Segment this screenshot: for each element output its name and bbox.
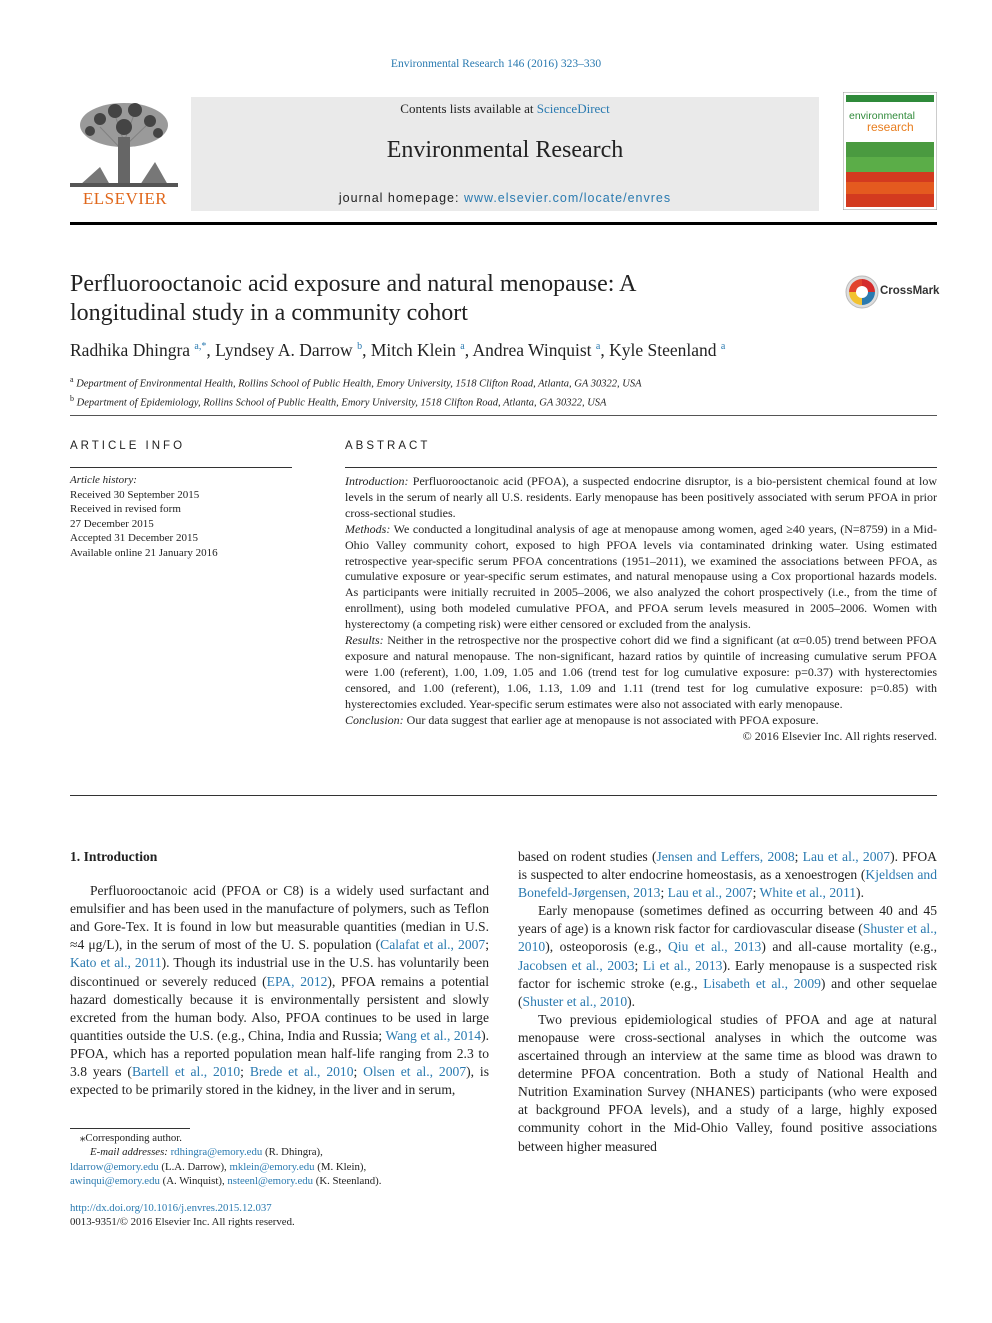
elsevier-logo[interactable] [70,97,180,212]
body-text: ). Early menopause is a suspected risk factor for ischemic stroke (e.g., [518,957,937,991]
intro-paragraph-1-continued [518,848,937,902]
citation-link[interactable]: Kjeldsen and Bonefeld-Jørgensen, 2013 [518,867,937,901]
intro-paragraph-1 [70,882,489,1099]
body-text: ), is expected to be primarily stored in the kidney, in the liver and in serum, [70,1064,489,1098]
author[interactable]: Mitch Klein $^a$ [370,340,465,360]
email-line: awinqui@emory.edu (A. Winquist), nsteenl@emory.edu (K. Steenland). [70,1175,382,1188]
body-text: ; [240,1064,250,1080]
citation-link[interactable]: Bartell et al., 2010 [131,1064,241,1080]
cover-title-line2: research [867,120,914,134]
citation-link[interactable]: White et al., 2011 [759,885,857,901]
corresponding-note: ⁎Corresponding author. [80,1132,182,1144]
email-link[interactable]: rdhingra@emory.edu [170,1146,263,1159]
history-line: 27 December 2015 [70,517,154,530]
crossmark-label: CrossMark [880,285,940,297]
header-rule [70,222,937,225]
abstract-methods: Methods: We conducted a longitudinal analysis of age at menopause among women, aged ≥40 years, (N=8759) in a Mid-Ohio Valley community cohort, exposed to high PFOA levels via contaminated drinking water. Using estimated retrospective year-specific serum PFOA concentrations (1951–2011), we examined the associations between PFOA, as cumulative exposure or year-specific serum estimates, and natural menopause using a Cox proportional hazards models. As participants were initially recruited in 2005–2006, we also analyzed the cohort prospectively (i.e., from the time of enrollment), using both modeled cumulative PFOA, and PFOA serum levels measured in 2005–2006. Women with hysterectomy (a competing risk) were either censored or excluded from the analysis. [345,521,937,632]
citation-link[interactable]: Shuster et al., 2010 [518,921,937,955]
journal-cover[interactable] [843,92,937,210]
history-label: Article history: [70,474,137,486]
issn-line: 0013-9351/© 2016 Elsevier Inc. All rights reserved. [70,1216,295,1229]
email-link[interactable]: nsteenl@emory.edu [227,1175,314,1188]
crossmark-badge[interactable] [845,275,945,309]
citation-link[interactable]: Kato et al., 2011 [70,955,162,971]
email-line: E-mail addresses: rdhingra@emory.edu (R. Dhingra), [90,1146,323,1159]
crossmark-icon [845,275,879,309]
abstract-body [345,474,937,744]
body-text: ), PFOA remains a potential hazard domestically because it is environmentally persistent and slowly excreted from the human body. Also, PFOA continues to be used in large quantities outside the U.S. (e.g., China, India and Russia; [70,973,489,1043]
body-text: ). PFOA is suspected to alter endocrine homeostasis, as a xenoestrogen ( [518,849,938,883]
citation-link[interactable]: Lisabeth et al., 2009 [703,975,821,991]
contents-prefix: Contents lists available at [400,101,537,116]
citation-link[interactable]: Olsen et al., 2007 [363,1064,467,1080]
citation-link[interactable]: Shuster et al., 2010 [522,993,628,1009]
cover-title-line1: environmental [849,110,915,122]
abstract-results: Results: Neither in the retrospective nor the prospective cohort did we find a significant (at α=0.05) trend between PFOA exposure and natural menopause. The non-significant, hazard ratios by quintile of increasing cumulative serum PFOA were 1.00 (referent), 1.00, 1.09, 1.05 and 1.06 (trend test for log cumulative exposure: p=0.37) with hysterectomies censored, and 1.00 (referent), 1.06, 1.13, 1.09 and 1.11 (trend test for log cumulative exposure: p=0.85) with hysterectomies excluded. Year-specific serum estimates were also not associated with early menopause. [345,633,937,711]
abstract-introduction: Introduction: Perfluorooctanoic acid (PFOA), a suspected endocrine disruptor, is a bio-persistent chemical found at low levels in the serum of nearly all U.S. residents. Early menopause has been positively associated with serum PFOA in prior cross-sectional studies. [345,474,937,520]
elsevier-wordmark: ELSEVIER [82,189,168,208]
journal-masthead [191,97,819,211]
body-text: ) and other sequelae ( [518,975,937,1009]
body-text: based on rodent studies ( [518,849,657,864]
divider [70,467,292,468]
body-text: ), osteoporosis (e.g., [545,939,668,955]
intro-paragraph-3: Two previous epidemiological studies of PFOA and age at natural menopause were cross-sectional analyses in which the outcome was ascertained through an interview at the same time as blood was drawn to determine PFOA concentration. Both a study of National Health and Nutrition Examination Survey (NHANES) participants (who were exposed at background PFOA levels), and a study of a large, highly exposed community cohort in the Mid-Ohio Valley, found positive associations between higher measured [518,1011,937,1154]
citation-link[interactable]: Lau et al., 2007 [802,849,891,864]
email-link[interactable]: awinqui@emory.edu [70,1175,160,1188]
history-line: Received in revised form [70,503,181,515]
divider [70,795,937,796]
body-text: ). [856,885,864,901]
contents-line [191,101,819,117]
citation-link[interactable]: Li et al., 2013 [642,957,723,973]
history-line: Received 30 September 2015 [70,488,200,501]
homepage-prefix: journal homepage: [338,191,464,205]
title-line-2: longitudinal study in a community cohort [70,300,468,326]
copyright-line: © 2016 Elsevier Inc. All rights reserved. [742,728,937,743]
author[interactable]: Andrea Winquist $^a$ [472,340,601,360]
article-history [70,473,300,560]
citation-link[interactable]: Lau et al., 2007 [667,885,753,901]
body-text: ; [660,885,668,901]
body-text: ; [634,957,643,973]
body-column-right [518,848,937,1156]
article-info-heading: ARTICLE INFO [70,440,186,452]
author[interactable]: Kyle Steenland $^a$ [609,340,726,360]
author[interactable]: Radhika Dhingra $^{a,*}$ [70,340,207,360]
email-link[interactable]: mklein@emory.edu [229,1160,315,1173]
affiliations [70,373,930,410]
running-head[interactable]: Environmental Research 146 (2016) 323–330 [390,58,602,70]
citation-link[interactable]: EPA, 2012 [266,973,328,989]
author[interactable]: Lyndsey A. Darrow $^b$ [215,340,363,360]
email-link[interactable]: ldarrow@emory.edu [70,1160,159,1173]
history-line: Accepted 31 December 2015 [70,532,198,544]
citation-link[interactable]: Brede et al., 2010 [249,1064,354,1080]
citation-link[interactable]: Calafat et al., 2007 [380,937,486,953]
body-text: ; [752,885,760,901]
journal-cover-image [843,92,937,210]
citation-link[interactable]: Jensen and Leffers, 2008 [656,849,795,864]
history-line: Available online 21 January 2016 [70,546,218,559]
email-line: ldarrow@emory.edu (L.A. Darrow), mklein@emory.edu (M. Klein), [70,1160,367,1173]
body-text: ; [353,1064,364,1080]
citation-link[interactable]: Qiu et al., 2013 [667,939,762,955]
body-text: ; [794,849,803,864]
footnote-rule [70,1128,190,1129]
footnotes [70,1131,490,1189]
body-text: ). [627,993,636,1009]
doi-link[interactable]: http://dx.doi.org/10.1016/j.envres.2015.12.037 [70,1202,272,1214]
body-text: Early menopause (sometimes defined as occurring between 40 and 45 years of age) is a known risk factor for cardiovascular disease ( [518,903,937,937]
sciencedirect-link[interactable]: ScienceDirect [536,101,610,116]
abstract-heading: ABSTRACT [345,440,431,452]
article-title [70,270,770,328]
divider [70,415,937,416]
journal-name: Environmental Research [386,137,624,163]
affiliation: $^b$ Department of Epidemiology, Rollins School of Public Health, Emory University, 1518 Clifton Road, Atlanta, GA 30322, USA [70,393,607,408]
abstract-conclusion: Conclusion: Our data suggest that earlier age at menopause is not associated with PFOA exposure. [345,712,819,727]
elsevier-tree-icon [70,97,178,187]
section-heading: 1. Introduction [70,849,158,864]
affiliation: $^a$ Department of Environmental Health, Rollins School of Public Health, Emory University, 1518 Clifton Road, Atlanta, GA 30322, USA [70,375,642,390]
homepage-line [191,191,819,205]
body-text: ). PFOA, which has a reported population mean half-life ranging from 2.3 to 3.8 years ( [70,1027,489,1080]
divider [345,467,937,468]
citation-link[interactable]: Wang et al., 2014 [385,1027,482,1043]
body-text: ) and all-cause mortality (e.g., [761,939,937,955]
body-text: ). Though its industrial use in the U.S. has voluntarily been discontinued or severely reduced ( [70,955,489,989]
citation-link[interactable]: Jacobsen et al., 2003 [518,957,635,973]
body-text: Perfluorooctanoic acid (PFOA or C8) is a widely used surfactant and emulsifier and has been used in the manufacture of polymers, such as Teflon and Gore-Tex. It is found in low but measurable quantities (median in U.S. ≈4 μg/L), in the serum of most of the U. S. population ( [70,883,489,953]
title-line-1: Perfluorooctanoic acid exposure and natural menopause: A [70,271,637,297]
homepage-link[interactable]: www.elsevier.com/locate/envres [463,191,672,205]
body-column-left [70,848,489,1099]
intro-paragraph-2 [518,902,937,1011]
body-text: ; [485,937,489,953]
doi-block [70,1201,490,1230]
author-list: Radhika Dhingra $^{a,*}$, Lyndsey A. Darrow $^b$, Mitch Klein $^a$, Andrea Winquist $^a$, Kyle Steenland $^a$ [70,340,726,360]
